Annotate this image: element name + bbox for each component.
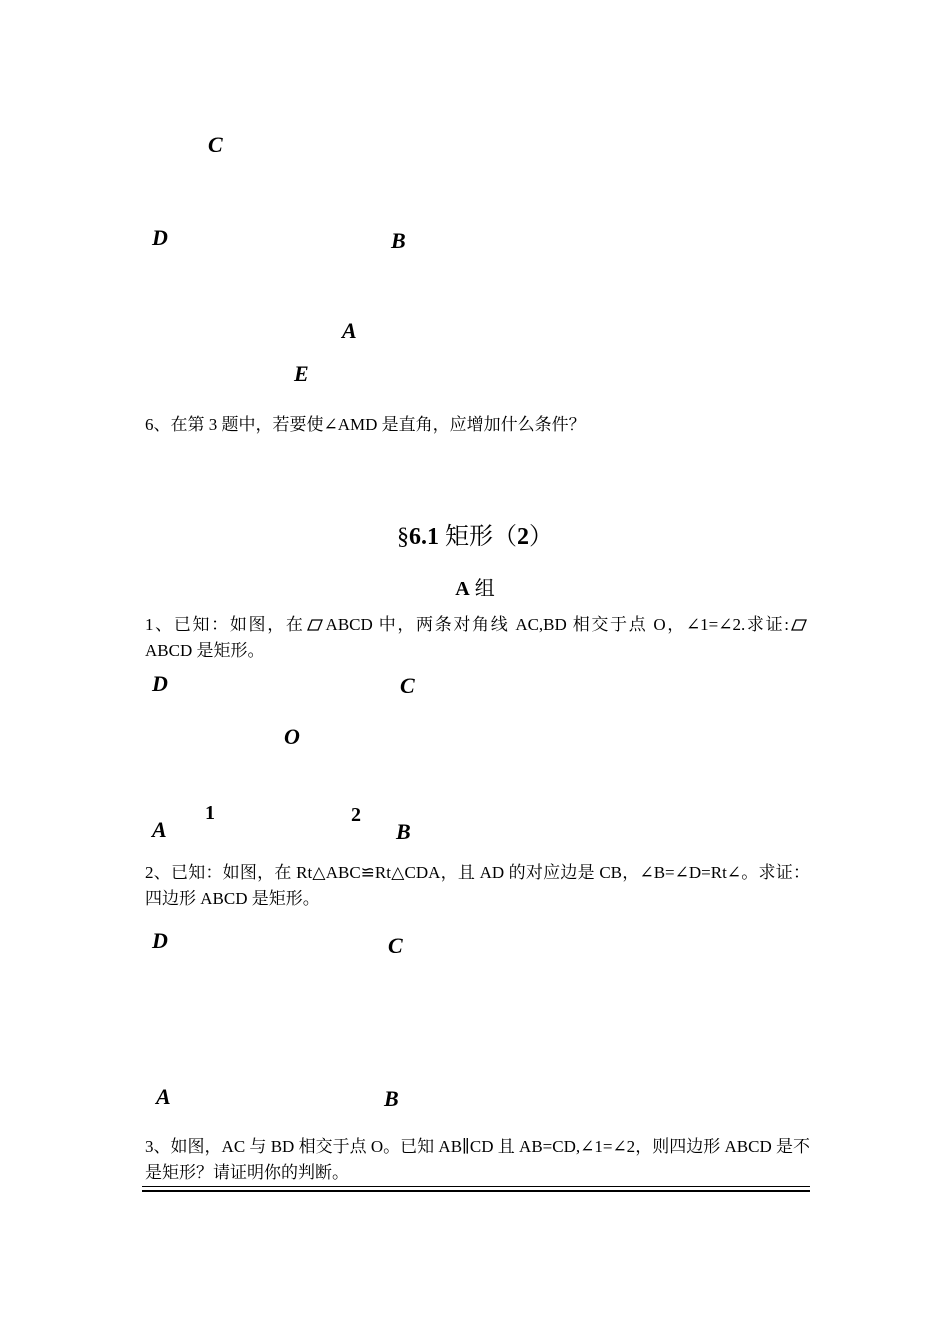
question-3: 3、如图，AC 与 BD 相交于点 O。已知 AB∥CD 且 AB=CD,∠1=∠2，则四边形 ABCD 是不是矩形？请证明你的判断。 [145, 1137, 810, 1182]
figure2-label-o: O [284, 724, 300, 749]
figure1-label-c: C [208, 132, 223, 157]
group-heading [0, 572, 950, 601]
figure2-label-d: D [152, 671, 168, 696]
question-6: 6、在第 3 题中，若要使∠AMD 是直角，应增加什么条件？ [145, 415, 586, 434]
figure1-label-a: A [342, 318, 357, 343]
footer-rule-top [142, 1186, 810, 1187]
figure3-label-b: B [384, 1086, 399, 1111]
figure2-label-a: A [152, 817, 167, 842]
figure1-label-e: E [294, 361, 309, 386]
figure3-label-d: D [152, 928, 168, 953]
figure3-label-c: C [388, 933, 403, 958]
section-part: 2 [517, 524, 529, 550]
footer-rule-bottom [142, 1190, 810, 1192]
section-number: 6.1 [409, 524, 439, 550]
question-1-part1: 1、已知：如图，在 [145, 615, 305, 634]
section-symbol: § [397, 524, 409, 550]
question-1 [145, 612, 810, 664]
figure1-label-d: D [152, 225, 168, 250]
figure2-label-b: B [396, 819, 411, 844]
section-close: ） [529, 524, 553, 550]
figure2-angle-1: 1 [205, 802, 215, 824]
parallelogram-icon [307, 619, 323, 631]
figure2-angle-2: 2 [351, 804, 361, 826]
figure2-label-c: C [400, 673, 415, 698]
section-title [0, 516, 950, 551]
section-title-text: 矩形（ [445, 524, 517, 550]
group-label: 组 [474, 578, 495, 600]
figure3-label-a: A [156, 1084, 171, 1109]
figure1-label-b: B [391, 228, 406, 253]
parallelogram-icon [791, 619, 807, 631]
question-1-part2: ABCD 中，两条对角线 AC,BD 相交于点 O，∠1=∠2.求证: [325, 615, 790, 634]
question-2: 2、已知：如图，在 Rt△ABC≌Rt△CDA，且 AD 的对应边是 CB，∠B=∠D=Rt∠。求证：四边形 ABCD 是矩形。 [145, 863, 810, 908]
question-1-part3: ABCD 是矩形。 [145, 641, 265, 660]
group-letter: A [455, 578, 470, 600]
